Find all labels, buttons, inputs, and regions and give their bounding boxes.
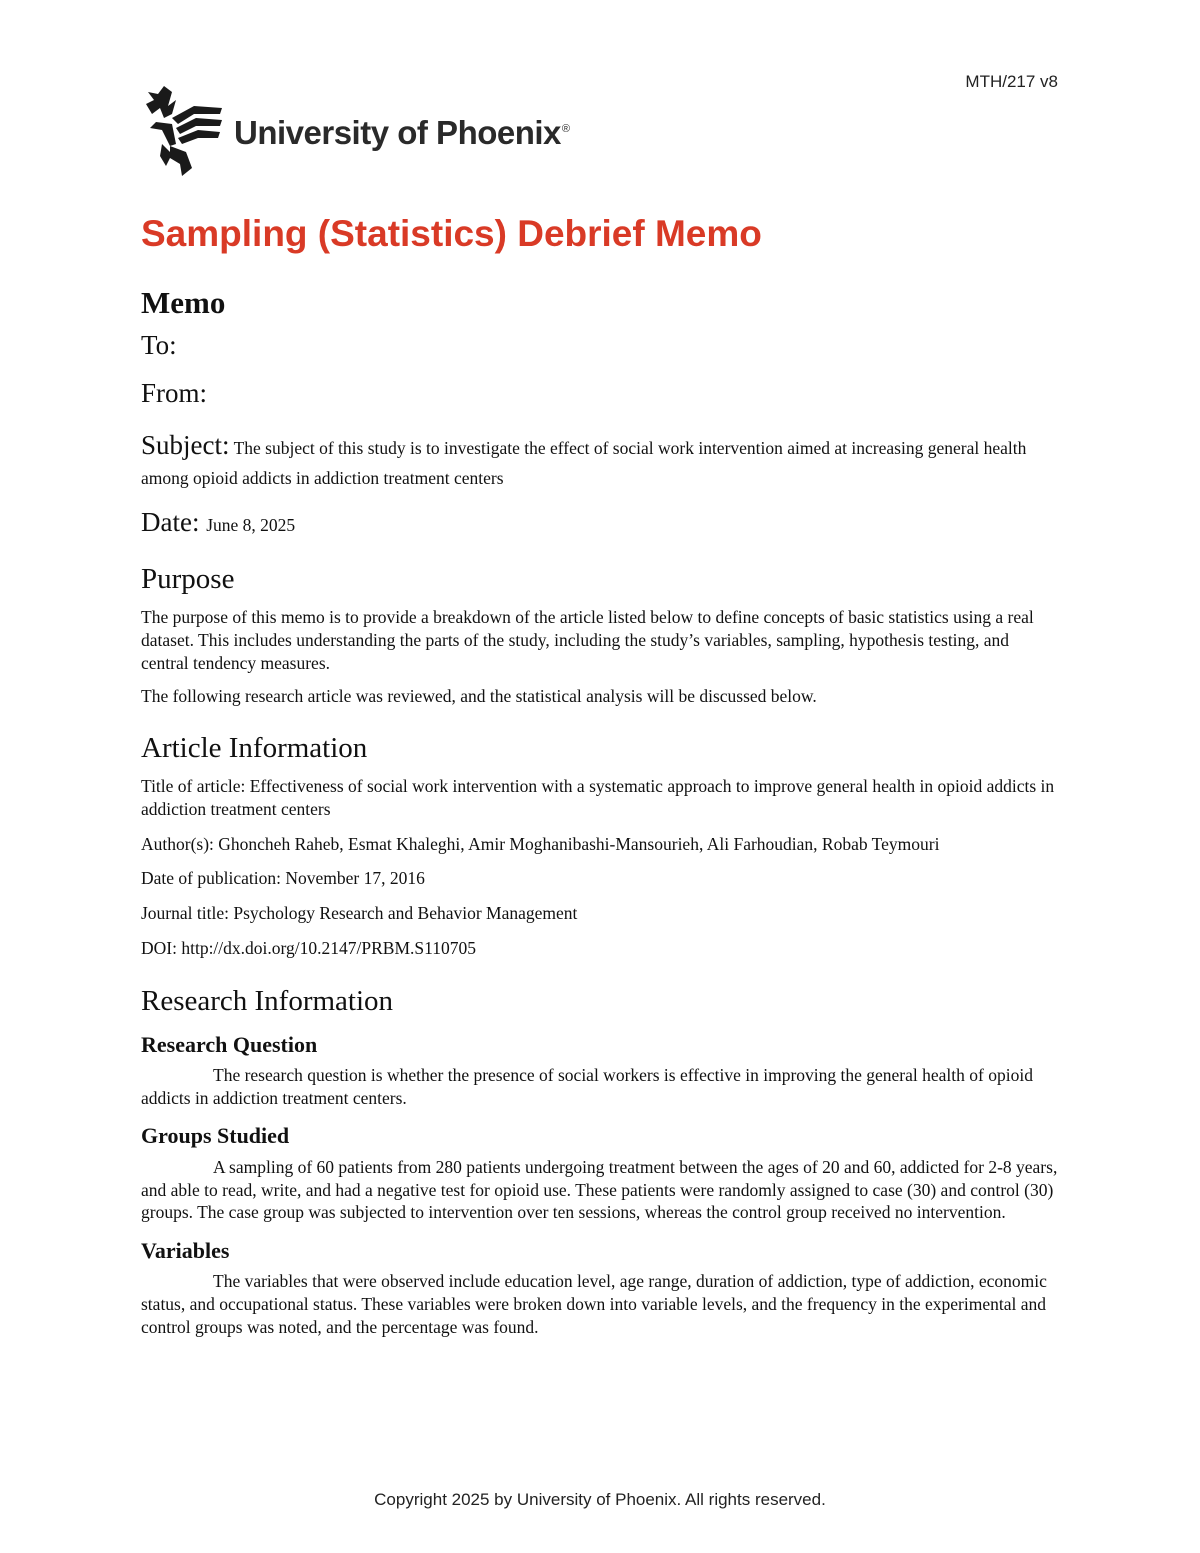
article-authors: Author(s): Ghoncheh Raheb, Esmat Khaleghi, Amir Moghanibashi-Mansourieh, Ali Farhoudian, Robab Teymouri (141, 833, 940, 854)
subject-field (141, 425, 1061, 492)
article-title: Title of article: Effectiveness of social work intervention with a systematic approach to improve general health in opioid addicts in addiction treatment centers (141, 776, 1055, 819)
date-value: June 8, 2025 (206, 515, 296, 536)
subject-label: Subject: (141, 429, 230, 460)
research-question-heading: Research Question (141, 1031, 318, 1057)
phoenix-icon (142, 84, 224, 178)
copyright-footer: Copyright 2025 by University of Phoenix. All rights reserved. (374, 1490, 826, 1509)
document-body (141, 212, 1061, 1347)
variables-heading: Variables (141, 1238, 230, 1264)
research-question-text: The research question is whether the presence of social workers is effective in improving the general health of opioid addicts in addiction treatment centers. (141, 1064, 1033, 1108)
article-doi: DOI: http://dx.doi.org/10.2147/PRBM.S110705 (141, 937, 476, 958)
article-journal: Journal title: Psychology Research and Behavior Management (141, 903, 578, 924)
university-logo (142, 84, 570, 178)
to-label: To: (141, 330, 177, 361)
document-title: Sampling (Statistics) Debrief Memo (141, 213, 762, 254)
date-label: Date: (141, 507, 200, 538)
logo-text: University of Phoenix® (234, 114, 570, 151)
purpose-heading: Purpose (141, 563, 235, 596)
research-info-heading: Research Information (141, 984, 394, 1017)
purpose-paragraph-2: The following research article was reviewed, and the statistical analysis will be discussed below. (141, 685, 817, 706)
groups-studied-heading: Groups Studied (141, 1123, 290, 1149)
course-code: MTH/217 v8 (965, 72, 1058, 91)
from-label: From: (141, 377, 208, 408)
article-date: Date of publication: November 17, 2016 (141, 868, 425, 889)
purpose-paragraph-1: The purpose of this memo is to provide a breakdown of the article listed below to define concepts of basic statistics using a real dataset. This includes understanding the parts of the study, including the study’s variables, sampling, hypothesis testing, and central tendency measures. (141, 607, 1034, 673)
subject-value: The subject of this study is to investigate the effect of social work intervention aimed at increasing general health among opioid addicts in addiction treatment centers (141, 437, 1027, 489)
article-info-heading: Article Information (141, 732, 368, 765)
to-field (141, 330, 1061, 361)
memo-heading: Memo (141, 285, 226, 321)
groups-studied-text: A sampling of 60 patients from 280 patients undergoing treatment between the ages of 20 and 60, addicted for 2-8 years, and able to read, write, and had a negative test for opioid use. These patients were randomly assigned to case (30) and control (30) groups. The case group was subjected to intervention over ten sessions, whereas the control group received no intervention. (141, 1156, 1058, 1223)
variables-text: The variables that were observed include education level, age range, duration of addiction, type of addiction, economic status, and occupational status. These variables were broken down into variable levels, and the frequency in the experimental and control groups was noted, and the percentage was found. (141, 1271, 1047, 1337)
date-field (141, 507, 1061, 538)
from-field (141, 378, 1061, 409)
